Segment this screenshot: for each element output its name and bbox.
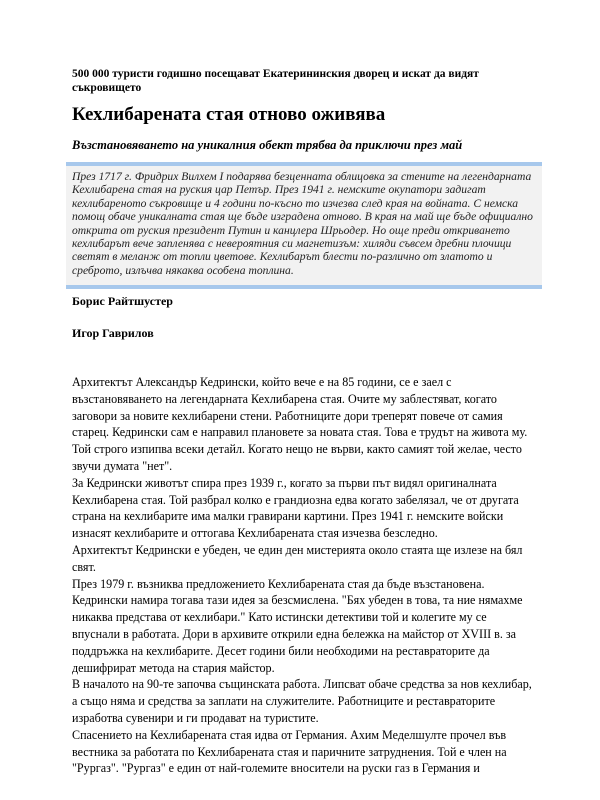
- lead-box: [66, 162, 542, 289]
- body-paragraph: Архитектът Александър Кедрински, който вече е на 85 години, се е заел с възстановяването на легендарната Кехлибарена стая. Очите му заблестяват, когато заговори за новите кехлибарени стени. Работниците дори треперят повече от самия старец. Кедрински сам е направил плановете за новата стая. Това е трудът на живота му. Той строго изпипва всеки детайл. Когато нещо не върви, както самият той желае, често звучи думата "нет".: [72, 375, 528, 473]
- body-paragraph: През 1979 г. възниква предложението Кехлибарената стая да бъде възстановена. Кедрински намира тогава тази идея за безсмислена. "Бях убеден в това, та ние нямахме никаква представа от кехлибари." Като истински детективи той и колегите му се впуснали в работата. Дори в архивите открили една бележка на майстор от XVIII в. за поддръжка на кехлибарите. Десет години били необходими на реставраторите да дешифрират метода на стария майстор.: [72, 576, 523, 675]
- article-headline: Кехлибарената стая отново оживява: [72, 104, 386, 125]
- body-paragraph: За Кедрински животът спира през 1939 г., когато за първи път видял оригиналната Кехлибарена стая. Той разбрал колко е грандиозна едва когато забелязал, че от другата страна на кехлибарите има малки гравирани картини. През 1941 г. немските войски изнасят кехлибарите и оттогава Кехлибарената стая изчезва безследно.: [72, 475, 519, 541]
- author-name: Борис Райтшустер: [72, 294, 173, 308]
- author-name: Игор Гаврилов: [72, 326, 154, 340]
- article-subheadline: Възстановяването на уникалния обект трябва да приключи през май: [72, 138, 463, 152]
- article-supertitle: 500 000 туристи годишно посещават Екатерининския дворец и искат да видят съкровището: [72, 68, 479, 94]
- body-paragraph: Спасението на Кехлибарената стая идва от Германия. Ахим Меделшулте прочел във вестника за работата по Кехлибарената стая и паричните затруднения. Той е член на "Рургаз". "Рургаз" е един от най-големите вносители на руски газ в Германия и: [72, 727, 507, 776]
- lead-paragraph: През 1717 г. Фридрих Вилхем I подарява безценната облицовка за стените на легендарната Кехлибарена стая на руския цар Петър. През 1941 г. немските окупатори задигат кехлибареното съкровище и 4 години по-късно то изчезва след края на войната. С немска помощ обаче уникалната стая ще бъде изградена отново. В края на май ще бъде официално открита от руския президент Путин и канцлера Шрьодер. Но още преди откриването кехлибарът вече запленява с невероятния си магнетизъм: хиляди съвсем дребни плочици светят в меланж от топли цветове. Кехлибарът блести по-различно от златото и среброто, излъчва някаква особена топлина.: [72, 170, 533, 277]
- article-body: [72, 374, 532, 777]
- body-paragraph: Архитектът Кедрински е убеден, че един ден мистерията около стаята ще излезе на бял свят.: [72, 542, 523, 574]
- body-paragraph: В началото на 90-те започва същинската работа. Липсват обаче средства за нов кехлибар, а също няма и средства за заплати на служителите. Работниците и реставраторите изработва сувенири и ги продават на туристите.: [72, 677, 532, 725]
